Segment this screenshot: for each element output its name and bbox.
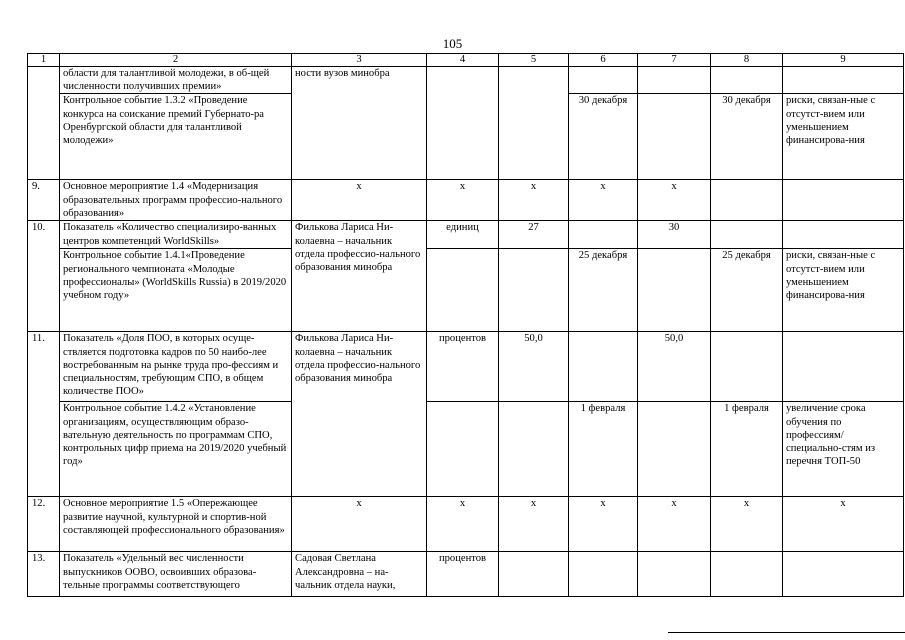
row-value-7 bbox=[638, 402, 711, 497]
row-value-7 bbox=[638, 94, 711, 180]
page-edge-divider bbox=[668, 632, 905, 633]
row-number: 12. bbox=[28, 497, 60, 552]
row-value-9 bbox=[783, 180, 904, 221]
activities-table bbox=[27, 53, 904, 597]
row-value-6 bbox=[569, 552, 638, 597]
row-responsible: х bbox=[292, 180, 427, 221]
row-value-8: 30 декабря bbox=[711, 94, 783, 180]
row-number: 9. bbox=[28, 180, 60, 221]
row-unit bbox=[427, 67, 499, 180]
row-unit: процентов bbox=[427, 552, 499, 597]
row-value-6 bbox=[569, 67, 638, 94]
column-header: 9 bbox=[783, 54, 904, 67]
column-header: 5 bbox=[499, 54, 569, 67]
table-row bbox=[28, 402, 904, 497]
page-number: 105 bbox=[442, 36, 463, 51]
table-row bbox=[28, 332, 904, 402]
row-description: Контрольное событие 1.3.2 «Проведение конкурса на соискание премий Губернато-ра Оренбургской области для талантливой молодежи» bbox=[60, 94, 292, 180]
row-value-9: х bbox=[783, 497, 904, 552]
row-value-6 bbox=[569, 221, 638, 249]
row-number: 11. bbox=[28, 332, 60, 497]
row-value-9 bbox=[783, 221, 904, 249]
row-value-9: риски, связан-ные с отсутст-вием или уменьшением финансирова-ния bbox=[783, 249, 904, 332]
row-value-5 bbox=[499, 67, 569, 180]
row-value-8 bbox=[711, 332, 783, 402]
row-value-5 bbox=[499, 249, 569, 332]
column-header: 3 bbox=[292, 54, 427, 67]
row-number bbox=[28, 67, 60, 180]
row-value-9 bbox=[783, 67, 904, 94]
column-header: 8 bbox=[711, 54, 783, 67]
row-value-5: х bbox=[499, 180, 569, 221]
table-row bbox=[28, 552, 904, 597]
row-value-6: 30 декабря bbox=[569, 94, 638, 180]
row-value-9: риски, связан-ные с отсутст-вием или уменьшением финансирова-ния bbox=[783, 94, 904, 180]
row-value-5: х bbox=[499, 497, 569, 552]
row-value-7: 50,0 bbox=[638, 332, 711, 402]
row-unit: х bbox=[427, 180, 499, 221]
row-value-9 bbox=[783, 552, 904, 597]
table-row bbox=[28, 497, 904, 552]
row-responsible: Садовая Светлана Александровна – на-чальник отдела науки, bbox=[292, 552, 427, 597]
row-value-8 bbox=[711, 221, 783, 249]
row-responsible: х bbox=[292, 497, 427, 552]
row-value-8 bbox=[711, 180, 783, 221]
row-responsible: ности вузов минобра bbox=[292, 67, 427, 180]
row-description: Основное мероприятие 1.4 «Модернизация образовательных программ профессио-нального образования» bbox=[60, 180, 292, 221]
row-value-8: 1 февраля bbox=[711, 402, 783, 497]
row-description: Контрольное событие 1.4.2 «Установление организациям, осуществляющим образо-вательную деятельность по программам СПО, контрольных цифр приема на 2019/2020 учебный год» bbox=[60, 402, 292, 497]
row-description: Показатель «Количество специализиро-ванных центров компетенций WorldSkills» bbox=[60, 221, 292, 249]
row-value-7 bbox=[638, 67, 711, 94]
column-header: 2 bbox=[60, 54, 292, 67]
row-value-6 bbox=[569, 332, 638, 402]
row-value-5: 50,0 bbox=[499, 332, 569, 402]
table-row bbox=[28, 180, 904, 221]
row-value-7 bbox=[638, 249, 711, 332]
row-value-8 bbox=[711, 67, 783, 94]
row-description: Показатель «Удельный вес численности выпускников ООВО, освоивших образова-тельные программы соответствующего bbox=[60, 552, 292, 597]
column-header: 6 bbox=[569, 54, 638, 67]
table-row bbox=[28, 221, 904, 249]
column-header: 1 bbox=[28, 54, 60, 67]
row-value-6: х bbox=[569, 497, 638, 552]
column-number-row bbox=[28, 54, 904, 67]
column-header: 4 bbox=[427, 54, 499, 67]
row-description: области для талантливой молодежи, в об-щей численности получивших премии» bbox=[60, 67, 292, 94]
row-responsible: Филькова Лариса Ни-колаевна – начальник отдела профессио-нального образования минобра bbox=[292, 221, 427, 332]
row-value-8: 25 декабря bbox=[711, 249, 783, 332]
row-value-6: 25 декабря bbox=[569, 249, 638, 332]
row-value-9: увеличение срока обучения по профессиям/ специально-стям из перечня ТОП-50 bbox=[783, 402, 904, 497]
row-number: 13. bbox=[28, 552, 60, 597]
row-unit: х bbox=[427, 497, 499, 552]
row-description: Показатель «Доля ПОО, в которых осуще-ствляется подготовка кадров по 50 наибо-лее востребованным на рынке труда про-фессиям и специальностям, требующим СПО, в общем количестве ПОО» bbox=[60, 332, 292, 402]
row-value-5: 27 bbox=[499, 221, 569, 249]
row-unit bbox=[427, 249, 499, 332]
row-number: 10. bbox=[28, 221, 60, 332]
row-unit bbox=[427, 402, 499, 497]
table-row bbox=[28, 249, 904, 332]
row-value-7 bbox=[638, 552, 711, 597]
row-unit: процентов bbox=[427, 332, 499, 402]
row-value-6: 1 февраля bbox=[569, 402, 638, 497]
row-value-9 bbox=[783, 332, 904, 402]
column-header: 7 bbox=[638, 54, 711, 67]
row-value-6: х bbox=[569, 180, 638, 221]
row-value-8: х bbox=[711, 497, 783, 552]
row-description: Контрольное событие 1.4.1«Проведение регионального чемпионата «Молодые профессионалы» (WorldSkills Russia) в 2019/2020 учебном году» bbox=[60, 249, 292, 332]
row-responsible: Филькова Лариса Ни-колаевна – начальник отдела профессио-нального образования минобра bbox=[292, 332, 427, 497]
table-row bbox=[28, 67, 904, 94]
row-value-8 bbox=[711, 552, 783, 597]
row-description: Основное мероприятие 1.5 «Опережающее развитие научной, культурной и спортив-ной составляющей профессионального образования» bbox=[60, 497, 292, 552]
row-value-7: х bbox=[638, 180, 711, 221]
row-unit: единиц bbox=[427, 221, 499, 249]
row-value-5 bbox=[499, 552, 569, 597]
row-value-7: х bbox=[638, 497, 711, 552]
row-value-7: 30 bbox=[638, 221, 711, 249]
row-value-5 bbox=[499, 402, 569, 497]
